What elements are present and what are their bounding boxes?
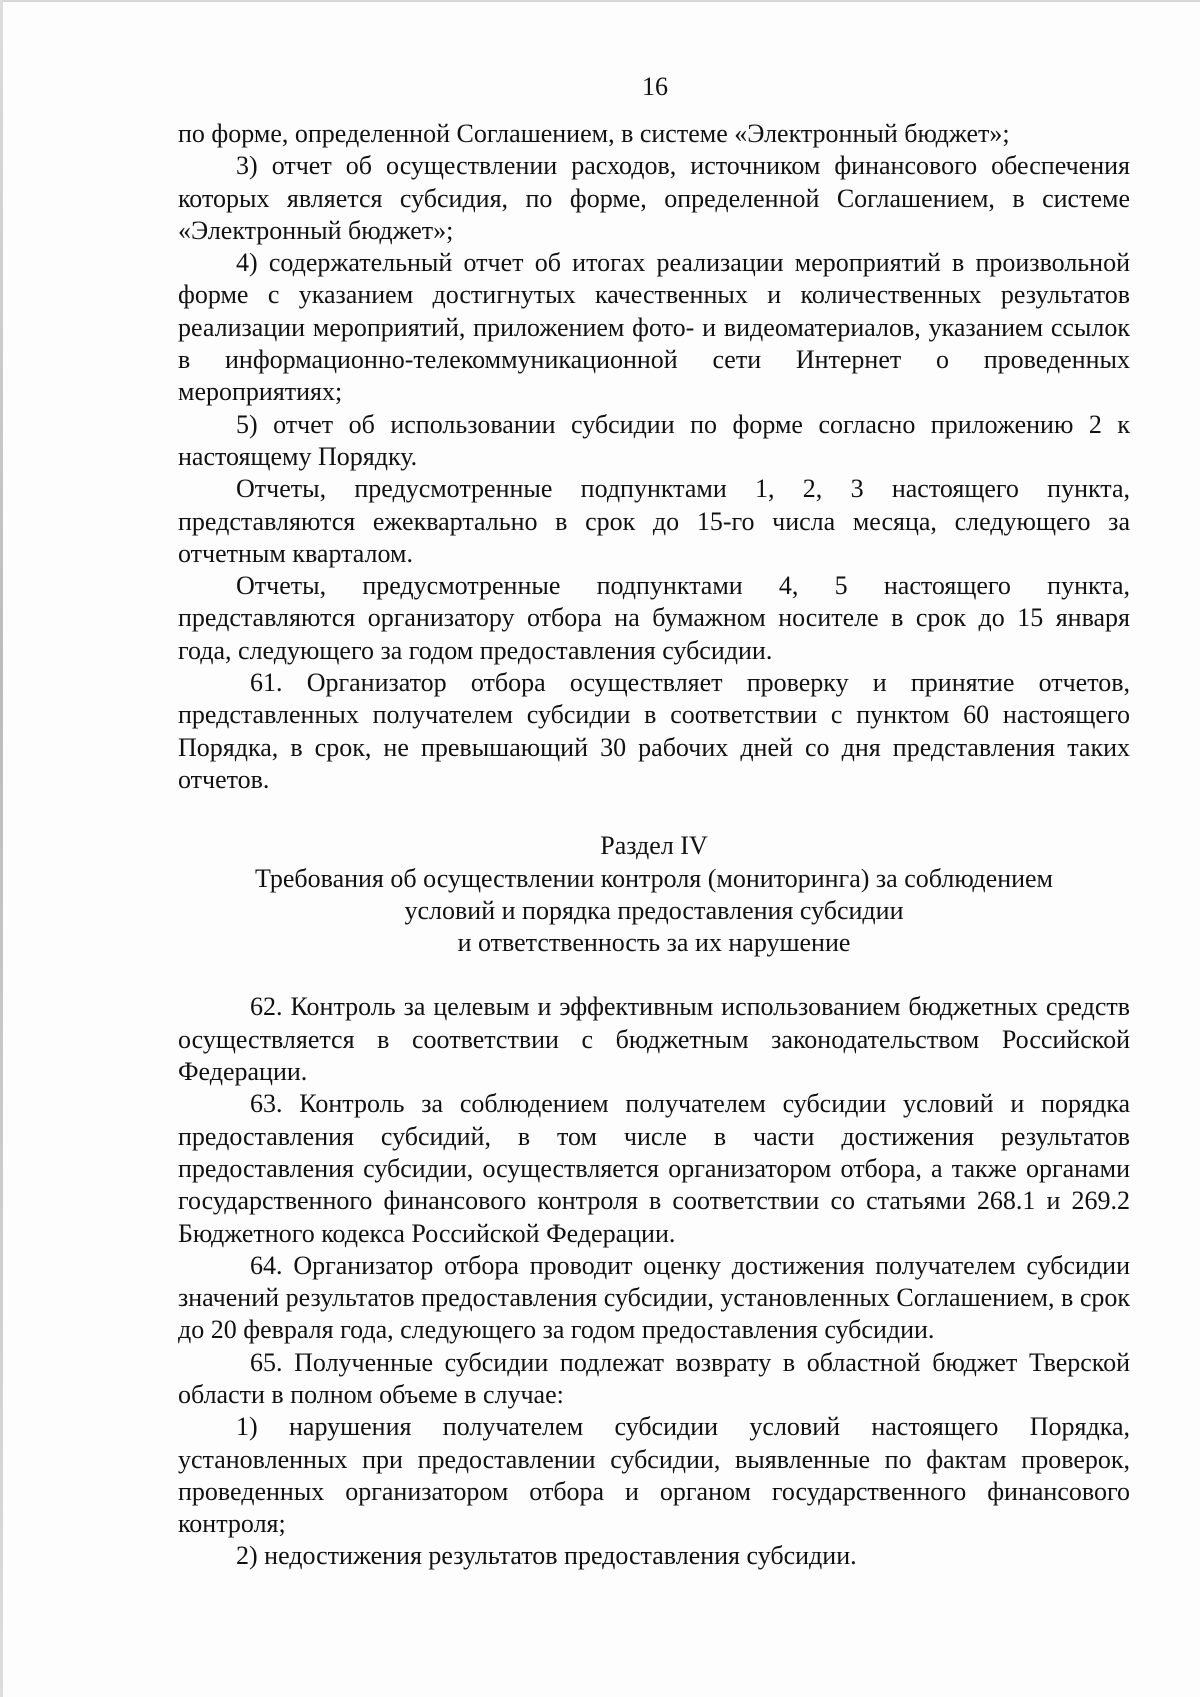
paragraph: по форме, определенной Соглашением, в системе «Электронный бюджет»; (178, 119, 1010, 148)
paragraph: 61. Организатор отбора осуществляет проверку и принятие отчетов, представленных получателем субсидии в соответствии с пунктом 60 настоящего Порядка, в срок, не превышающий 30 рабочих дней со дня представления таких отчетов. (178, 668, 1130, 794)
paragraph: Отчеты, предусмотренные подпунктами 4, 5 настоящего пункта, представляются организатору отбора на бумажном носителе в срок до 15 января года, следующего за годом предоставления субсидии. (178, 571, 1130, 665)
paragraphs-after-section (178, 991, 1130, 1572)
page-number: 16 (642, 72, 668, 101)
paragraphs-before-section (178, 118, 1130, 796)
paragraph: 65. Полученные субсидии подлежат возврату в областной бюджет Тверской области в полном объеме в случае: (178, 1347, 1130, 1409)
paragraph: Отчеты, предусмотренные подпунктами 1, 2, 3 настоящего пункта, представляются ежеквартально в срок до 15-го числа месяца, следующего за отчетным кварталом. (178, 474, 1130, 568)
section-title-line: и ответственность за их нарушение (457, 928, 851, 958)
paragraph: 63. Контроль за соблюдением получателем субсидии условий и порядка предоставления субсидий, в том числе в части достижения результатов предоставления субсидии, осуществляется организатором отбора, а также органами государственного финансового контроля в соответствии со статьями 268.1 и 269.2 Бюджетного кодекса Российской Федерации. (178, 1089, 1130, 1248)
paragraph: 3) отчет об осуществлении расходов, источником финансового обеспечения которых является субсидия, по форме, определенной Соглашением, в системе «Электронный бюджет»; (178, 151, 1130, 245)
paragraph: 5) отчет об использовании субсидии по форме согласно приложению 2 к настоящему Порядку. (178, 409, 1130, 471)
document-body (178, 118, 1130, 1573)
section-title-line: Требования об осуществлении контроля (мониторинга) за соблюдением (254, 863, 1054, 893)
paragraph: 4) содержательный отчет об итогах реализации мероприятий в произвольной форме с указанием достигнутых качественных и количественных результатов реализации мероприятий, приложением фото- и видеоматериалов, указанием ссылок в информационно-телекоммуникационной сети Интернет о проведенных мероприятиях; (178, 248, 1130, 407)
scan-edge-top (0, 0, 1200, 2)
paragraph: 62. Контроль за целевым и эффективным использованием бюджетных средств осуществляется в соответствии с бюджетным законодательством Российской Федерации. (178, 992, 1130, 1087)
paragraph: 1) нарушения получателем субсидии условий настоящего Порядка, установленных при предоставлении субсидии, выявленные по фактам проверок, проведенных организатором отбора и органом государственного финансового контроля; (178, 1412, 1130, 1539)
section-heading (178, 830, 1130, 959)
scan-edge-left (0, 0, 3, 1697)
paragraph: 64. Организатор отбора проводит оценку достижения получателем субсидии значений результатов предоставления субсидии, установленных Соглашением, в срок до 20 февраля года, следующего за годом предоставления субсидии. (178, 1250, 1130, 1345)
paragraph: 2) недостижения результатов предоставления субсидии. (236, 1541, 857, 1571)
section-title-line: условий и порядка предоставления субсидии (404, 895, 904, 925)
section-label: Раздел IV (600, 831, 708, 861)
